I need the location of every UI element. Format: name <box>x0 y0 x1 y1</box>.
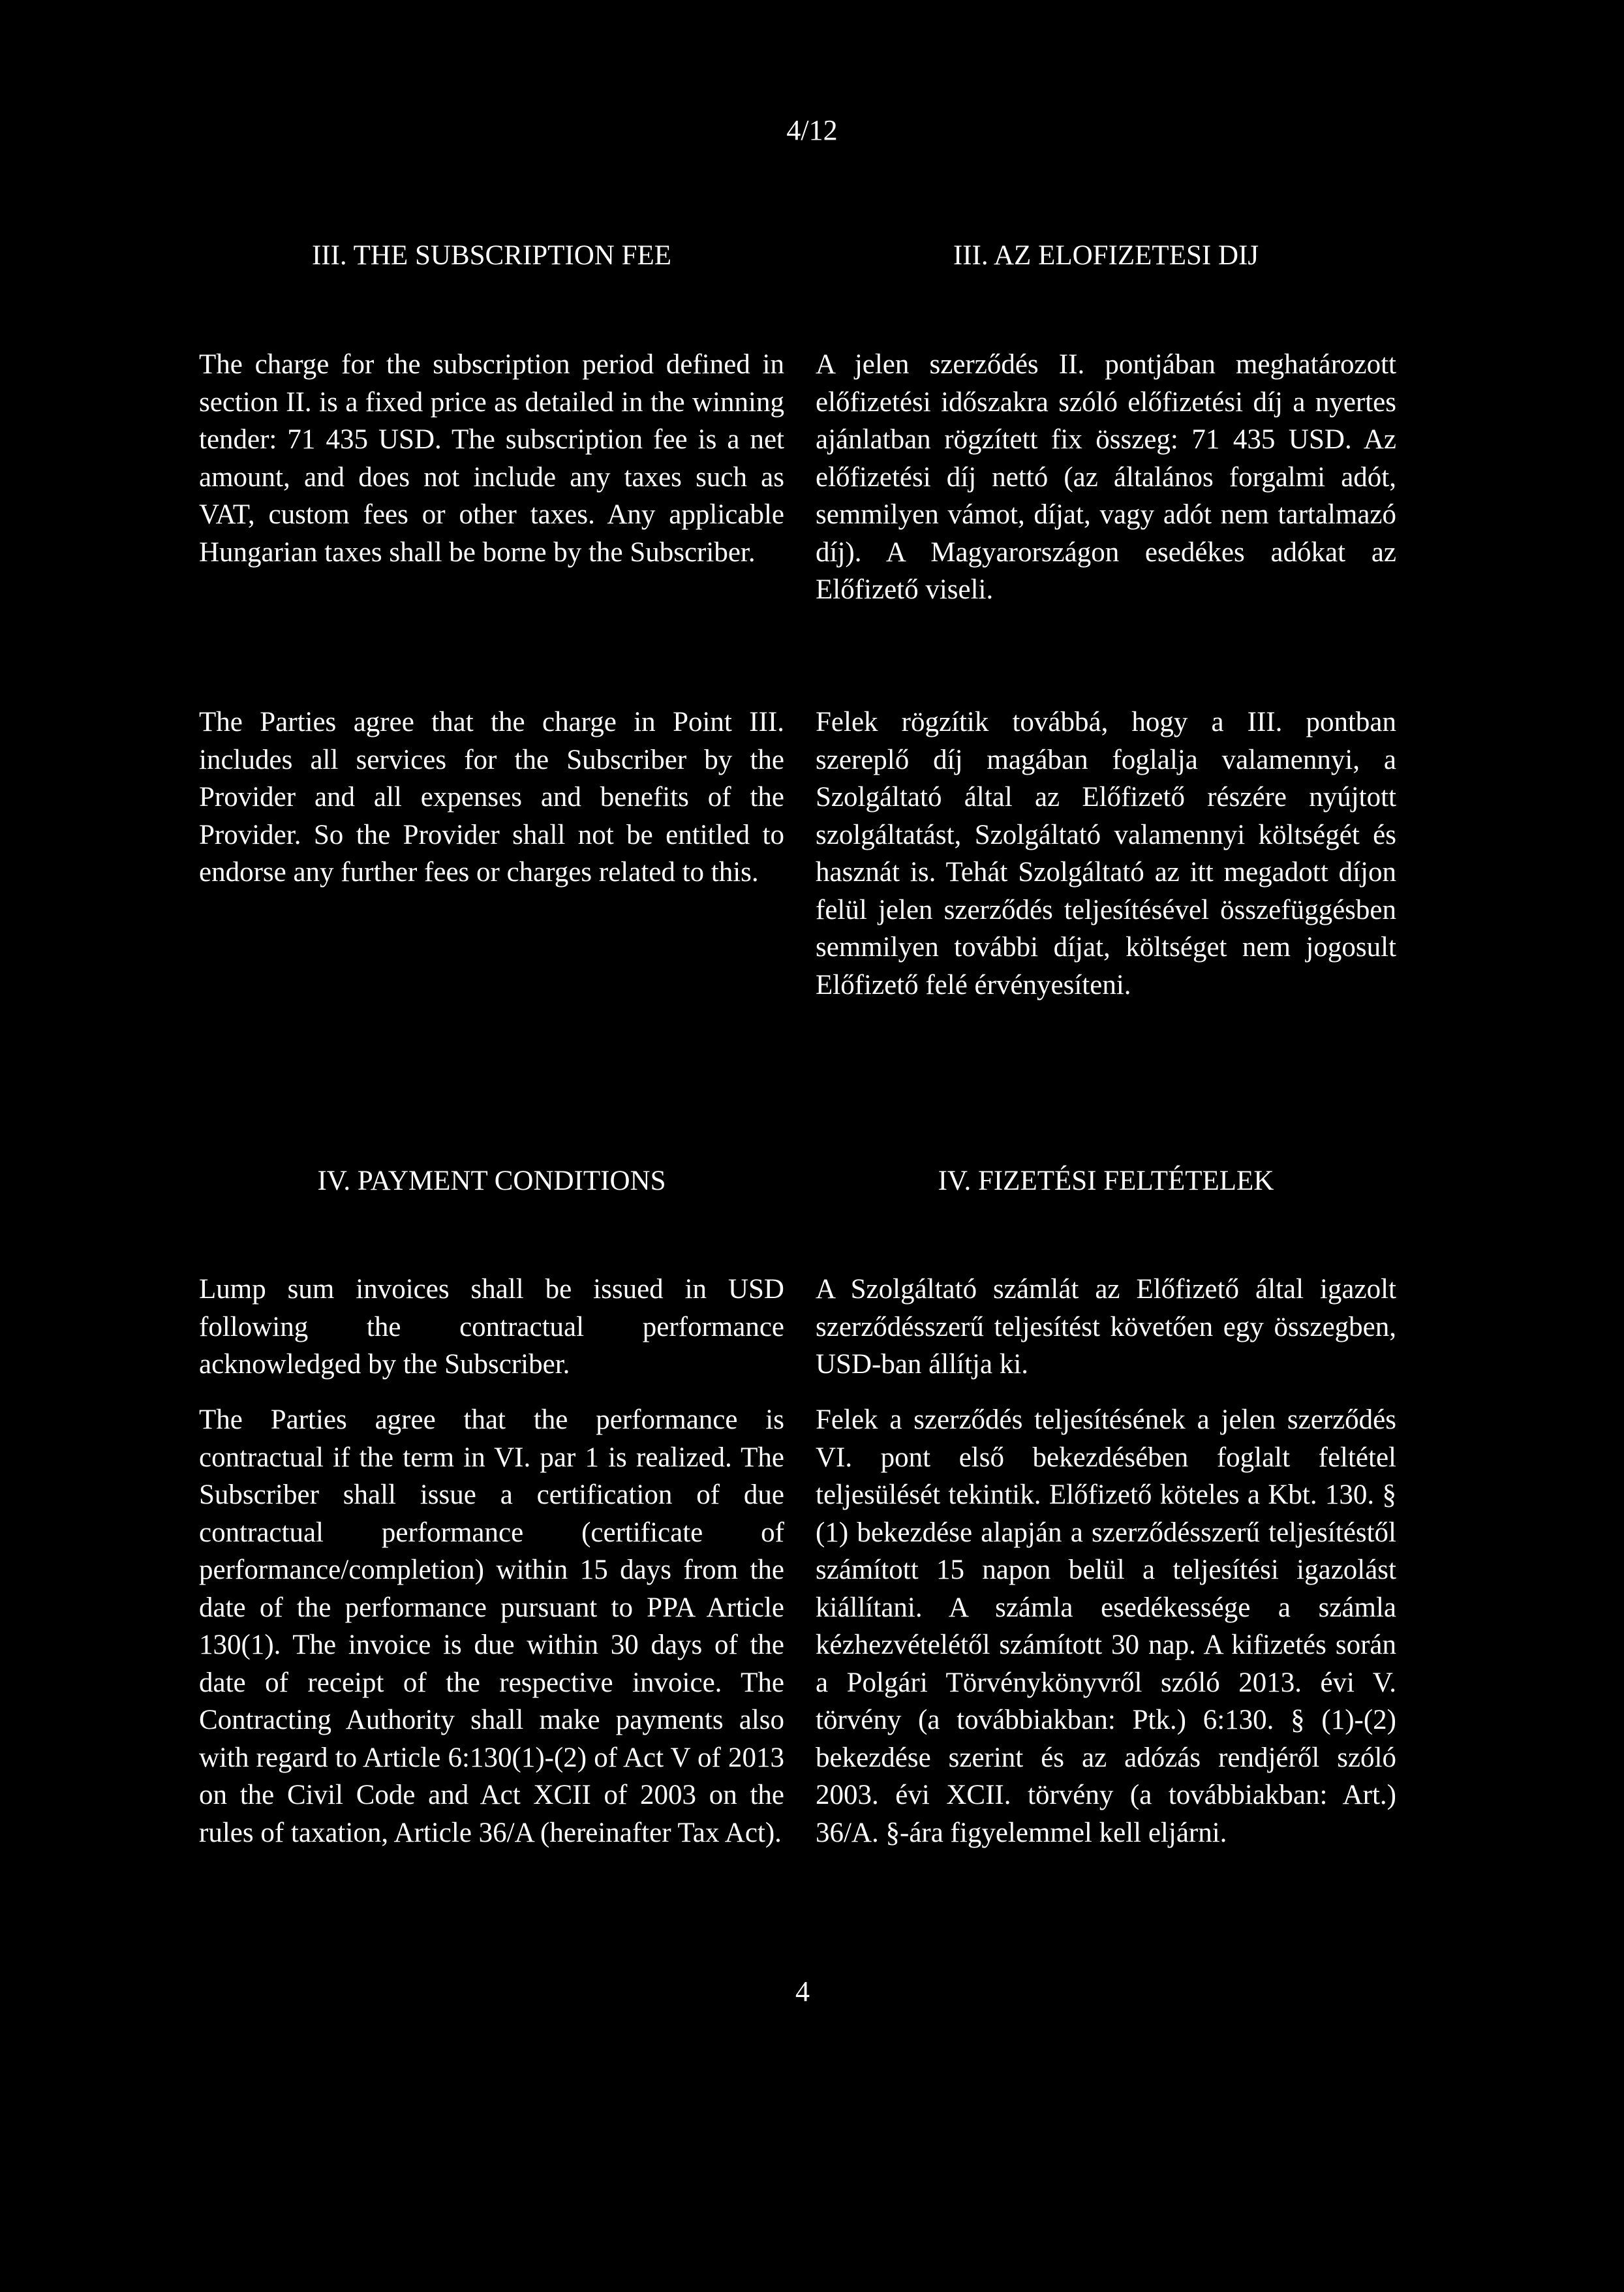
section-4-heading-hu: IV. FIZETÉSI FELTÉTELEK <box>938 1166 1274 1196</box>
section-3-heading-en: III. THE SUBSCRIPTION FEE <box>311 240 672 271</box>
section-3-paragraph-1-hu <box>816 346 1396 609</box>
paragraph-text: A Szolgáltató számlát az Előfizető által igazolt szerződésszerű teljesítést követően egy összegben, USD-ban állítja ki. <box>816 1274 1396 1380</box>
section-3-paragraph-1-en <box>199 346 784 571</box>
paragraph-text: A jelen szerződés II. pontjában meghatározott előfizetési időszakra szóló előfizetési díj a nyertes ajánlatban rögzített fix összeg: 71 435 USD. Az előfizetési díj nettó (az általános forgalmi adót, semmilyen vámot, díjat, vagy adót nem tartalmazó díj). A Magyarországon esedékes adókat az Előfizető viseli. <box>816 349 1396 605</box>
section-4-paragraph-1-hu <box>816 1271 1396 1384</box>
section-4-paragraph-1-en <box>199 1271 784 1384</box>
section-3-heading-hu: III. AZ ELOFIZETESI DIJ <box>953 240 1259 271</box>
section-4-paragraph-2-en <box>199 1401 784 1851</box>
page-footer-number: 4 <box>795 1975 810 2007</box>
page-header-number: 4/12 <box>786 114 838 146</box>
paragraph-text: The Parties agree that the charge in Point III. includes all services for the Subscriber by the Provider and all expenses and benefits of the Provider. So the Provider shall not be entitled to endorse any further fees or charges related to this. <box>199 707 784 888</box>
paragraph-text: The Parties agree that the performance is contractual if the term in VI. par 1 is realized. The Subscriber shall issue a certification of due contractual performance (certificate of performance/completion) within 15 days from the date of the performance pursuant to PPA Article 130(1). The invoice is due within 30 days of the date of receipt of the respective invoice. The Contracting Authority shall make payments also with regard to Article 6:130(1)-(2) of Act V of 2013 on the Civil Code and Act XCII of 2003 on the rules of taxation, Article 36/A (hereinafter Tax Act). <box>199 1404 784 1848</box>
paragraph-text: The charge for the subscription period defined in section II. is a fixed price as detailed in the winning tender: 71 435 USD. The subscription fee is a net amount, and does not include any taxes such as VAT, custom fees or other taxes. Any applicable Hungarian taxes shall be borne by the Subscriber. <box>199 349 784 568</box>
section-3-paragraph-2-hu <box>816 704 1396 1004</box>
section-4-heading-en: IV. PAYMENT CONDITIONS <box>317 1166 666 1196</box>
paragraph-text: Felek rögzítik továbbá, hogy a III. pontban szereplő díj magában foglalja valamennyi, a Szolgáltató által az Előfizető részére nyújtott szolgáltatást, Szolgáltató valamennyi költségét és hasznát is. Tehát Szolgáltató az itt megadott díjon felül jelen szerződés teljesítésével összefüggésben semmilyen további díjat, költséget nem jogosult Előfizető felé érvényesíteni. <box>816 707 1396 1000</box>
paragraph-text: Lump sum invoices shall be issued in USD following the contractual performance acknowledged by the Subscriber. <box>199 1274 784 1380</box>
section-4-paragraph-2-hu <box>816 1401 1396 1851</box>
section-3-paragraph-2-en <box>199 704 784 891</box>
paragraph-text: Felek a szerződés teljesítésének a jelen szerződés VI. pont első bekezdésében foglalt feltétel teljesülését tekintik. Előfizető köteles a Kbt. 130. § (1) bekezdése alapján a szerződésszerű teljesítéstől számított 15 napon belül a teljesítési igazolást kiállítani. A számla esedékessége a számla kézhezvételétől számított 30 nap. A kifizetés során a Polgári Törvénykönyvről szóló 2013. évi V. törvény (a továbbiakban: Ptk.) 6:130. § (1)-(2) bekezdése szerint és az adózás rendjéről szóló 2003. évi XCII. törvény (a továbbiakban: Art.) 36/A. §-ára figyelemmel kell eljárni. <box>816 1404 1396 1848</box>
